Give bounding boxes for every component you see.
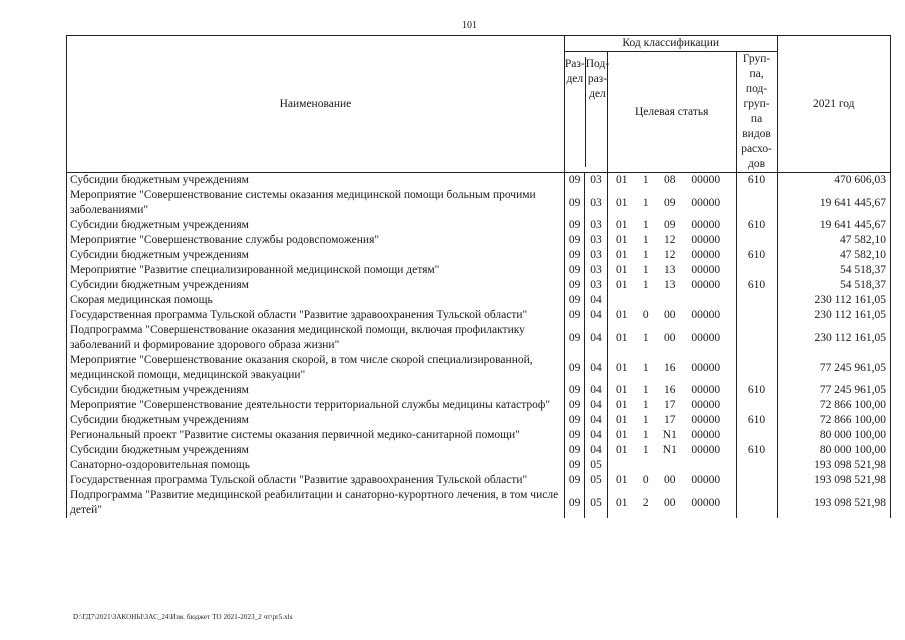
target-subprogram: 1: [642, 384, 649, 396]
target-subprogram: 1: [642, 429, 649, 441]
row-expense-group: [736, 398, 777, 413]
podrazdel-header: Под- раз- дел: [585, 58, 610, 100]
row-amount: 80 000 100,00: [777, 443, 891, 458]
row-expense-group: 610: [736, 248, 777, 263]
row-name: Подпрограмма "Развитие медицинской реабилитации и санаторно-курортного лечения, в том числе детей": [67, 488, 565, 518]
target-main-event: 00: [664, 496, 676, 509]
target-program: 01: [616, 219, 628, 231]
row-podrazdel: 03: [585, 248, 607, 263]
row-name: Субсидии бюджетным учреждениям: [67, 218, 565, 233]
row-podrazdel: 03: [585, 188, 607, 218]
row-expense-group: [736, 323, 777, 353]
table-row: [67, 398, 891, 413]
row-expense-group: [736, 293, 777, 308]
row-name: Государственная программа Тульской области "Развитие здравоохранения Тульской области": [67, 308, 565, 323]
target-program: 01: [616, 279, 628, 291]
target-direction: 00000: [691, 234, 721, 246]
row-name: Государственная программа Тульской области "Развитие здравоохранения Тульской области": [67, 473, 565, 488]
row-podrazdel: 03: [585, 173, 607, 189]
table-row: [67, 263, 891, 278]
target-program: 01: [616, 361, 628, 374]
row-amount: 19 641 445,67: [777, 218, 891, 233]
row-target-article: [607, 413, 736, 428]
row-amount: 19 641 445,67: [777, 188, 891, 218]
row-expense-group: [736, 488, 777, 518]
row-razdel: 09: [564, 473, 584, 488]
target-program: 01: [616, 196, 628, 209]
row-name: Скорая медицинская помощь: [67, 293, 565, 308]
row-amount: 193 098 521,98: [777, 473, 891, 488]
table-header: [67, 36, 891, 173]
target-direction: 00000: [691, 174, 721, 186]
table-row: [67, 413, 891, 428]
row-amount: 54 518,37: [777, 263, 891, 278]
row-razdel: 09: [564, 398, 584, 413]
target-program: 01: [616, 414, 628, 426]
row-razdel: 09: [564, 413, 584, 428]
target-program: 01: [616, 444, 628, 456]
target-main-event: 17: [664, 399, 676, 411]
row-name: Санаторно-оздоровительная помощь: [67, 458, 565, 473]
table-row: [67, 248, 891, 263]
target-main-event: 16: [664, 384, 676, 396]
target-subprogram: 1: [642, 219, 649, 231]
table-row: [67, 173, 891, 189]
table-row: [67, 278, 891, 293]
target-direction: 00000: [691, 309, 721, 321]
target-main-event: 12: [664, 249, 676, 261]
row-target-article: [607, 248, 736, 263]
row-target-article: [607, 173, 736, 189]
row-podrazdel: 05: [585, 473, 607, 488]
row-name: Субсидии бюджетным учреждениям: [67, 173, 565, 189]
razdel-podrazdel-header: [564, 52, 610, 173]
target-subprogram: 1: [642, 234, 649, 246]
row-expense-group: 610: [736, 383, 777, 398]
row-target-article: [607, 398, 736, 413]
row-target-article: [607, 488, 736, 518]
row-podrazdel: 04: [585, 443, 607, 458]
target-subprogram: 1: [642, 414, 649, 426]
row-podrazdel: 04: [585, 383, 607, 398]
table-row: [67, 488, 891, 518]
row-amount: 47 582,10: [777, 233, 891, 248]
row-amount: 54 518,37: [777, 278, 891, 293]
row-name: Подпрограмма "Совершенствование оказания медицинской помощи, включая профилактику заболеваний и формирование здорового образа жизни": [67, 323, 565, 353]
row-amount: 47 582,10: [777, 248, 891, 263]
target-subprogram: 1: [642, 444, 649, 456]
row-name: Субсидии бюджетным учреждениям: [67, 443, 565, 458]
table-row: [67, 383, 891, 398]
row-name: Субсидии бюджетным учреждениям: [67, 278, 565, 293]
target-direction: 00000: [691, 399, 721, 411]
target-subprogram: 0: [642, 474, 649, 486]
row-expense-group: [736, 263, 777, 278]
row-razdel: 09: [564, 383, 584, 398]
row-target-article: [607, 443, 736, 458]
row-podrazdel: 04: [585, 428, 607, 443]
target-subprogram: 1: [642, 264, 649, 276]
row-podrazdel: 03: [585, 263, 607, 278]
row-amount: 80 000 100,00: [777, 428, 891, 443]
row-target-article: [607, 233, 736, 248]
row-podrazdel: 04: [585, 293, 607, 308]
row-amount: 77 245 961,05: [777, 383, 891, 398]
row-razdel: 09: [564, 323, 584, 353]
row-razdel: 09: [564, 428, 584, 443]
target-main-event: 17: [664, 414, 676, 426]
row-podrazdel: 03: [585, 278, 607, 293]
row-razdel: 09: [564, 308, 584, 323]
row-podrazdel: 05: [585, 488, 607, 518]
row-name: Мероприятие "Развитие специализированной медицинской помощи детям": [67, 263, 565, 278]
row-razdel: 09: [564, 443, 584, 458]
table-row: [67, 428, 891, 443]
target-direction: 00000: [691, 496, 721, 509]
target-direction: 00000: [691, 196, 721, 209]
expense-group-header: Груп- па, под- груп- па видов расхо- дов: [736, 52, 777, 173]
target-main-event: 13: [664, 279, 676, 291]
target-program: 01: [616, 496, 628, 509]
row-target-article: [607, 383, 736, 398]
row-amount: 470 606,03: [777, 173, 891, 189]
table-row: [67, 188, 891, 218]
row-expense-group: [736, 308, 777, 323]
row-amount: 193 098 521,98: [777, 488, 891, 518]
target-program: 01: [616, 249, 628, 261]
row-expense-group: 610: [736, 278, 777, 293]
target-main-event: 08: [664, 174, 676, 186]
row-name: Мероприятие "Совершенствование службы родовспоможения": [67, 233, 565, 248]
row-razdel: 09: [564, 278, 584, 293]
target-subprogram: 1: [642, 331, 649, 344]
table-row: [67, 293, 891, 308]
row-amount: 72 866 100,00: [777, 413, 891, 428]
target-program: 01: [616, 384, 628, 396]
row-razdel: 09: [564, 353, 584, 383]
row-target-article: [607, 293, 736, 308]
row-expense-group: [736, 233, 777, 248]
table-row: [67, 443, 891, 458]
target-subprogram: 1: [642, 279, 649, 291]
row-target-article: [607, 263, 736, 278]
row-amount: 72 866 100,00: [777, 398, 891, 413]
row-target-article: [607, 473, 736, 488]
target-program: 01: [616, 234, 628, 246]
table-row: [67, 308, 891, 323]
target-program: 01: [616, 474, 628, 486]
row-target-article: [607, 308, 736, 323]
target-main-event: N1: [662, 444, 677, 456]
row-name: Региональный проект "Развитие системы оказания первичной медико-санитарной помощи": [67, 428, 565, 443]
row-expense-group: [736, 353, 777, 383]
target-subprogram: 1: [642, 361, 649, 374]
target-direction: 00000: [691, 361, 721, 374]
row-razdel: 09: [564, 173, 584, 189]
target-main-event: 13: [664, 264, 676, 276]
row-podrazdel: 03: [585, 233, 607, 248]
target-direction: 00000: [691, 219, 721, 231]
target-direction: 00000: [691, 249, 721, 261]
row-podrazdel: 03: [585, 218, 607, 233]
target-main-event: 12: [664, 234, 676, 246]
row-expense-group: [736, 473, 777, 488]
row-razdel: 09: [564, 233, 584, 248]
row-name: Мероприятие "Совершенствование деятельности территориальной службы медицины катастроф": [67, 398, 565, 413]
row-razdel: 09: [564, 248, 584, 263]
target-subprogram: 1: [642, 174, 649, 186]
target-main-event: 00: [664, 474, 676, 486]
row-expense-group: [736, 428, 777, 443]
table-row: [67, 473, 891, 488]
row-name: Субсидии бюджетным учреждениям: [67, 248, 565, 263]
target-main-event: 16: [664, 361, 676, 374]
table-body: [67, 173, 891, 519]
row-expense-group: 610: [736, 443, 777, 458]
row-razdel: 09: [564, 188, 584, 218]
row-expense-group: 610: [736, 218, 777, 233]
row-name: Субсидии бюджетным учреждениям: [67, 413, 565, 428]
row-target-article: [607, 458, 736, 473]
target-direction: 00000: [691, 264, 721, 276]
target-program: 01: [616, 331, 628, 344]
row-amount: 230 112 161,05: [777, 308, 891, 323]
row-amount: 230 112 161,05: [777, 293, 891, 308]
row-amount: 193 098 521,98: [777, 458, 891, 473]
row-name: Мероприятие "Совершенствование оказания скорой, в том числе скорой специализированной, медицинской помощи, медицинской эвакуации": [67, 353, 565, 383]
row-podrazdel: 04: [585, 413, 607, 428]
target-subprogram: 1: [642, 196, 649, 209]
target-main-event: 00: [664, 309, 676, 321]
target-main-event: 00: [664, 331, 676, 344]
target-direction: 00000: [691, 279, 721, 291]
row-razdel: 09: [564, 263, 584, 278]
target-subprogram: 2: [642, 496, 649, 509]
table-row: [67, 458, 891, 473]
table-row: [67, 233, 891, 248]
year-column-header: 2021 год: [777, 36, 891, 173]
row-target-article: [607, 353, 736, 383]
target-article-header: Целевая статья: [607, 52, 736, 173]
target-program: 01: [616, 429, 628, 441]
row-amount: 230 112 161,05: [777, 323, 891, 353]
target-direction: 00000: [691, 331, 721, 344]
target-subprogram: 1: [642, 249, 649, 261]
row-podrazdel: 04: [585, 323, 607, 353]
target-program: 01: [616, 309, 628, 321]
row-name: Мероприятие "Совершенствование системы оказания медицинской помощи больным прочими заболеваниями": [67, 188, 565, 218]
target-direction: 00000: [691, 429, 721, 441]
target-program: 01: [616, 264, 628, 276]
row-expense-group: 610: [736, 413, 777, 428]
target-direction: 00000: [691, 474, 721, 486]
target-subprogram: 1: [642, 399, 649, 411]
row-target-article: [607, 218, 736, 233]
name-column-header: Наименование: [67, 36, 565, 173]
table-row: [67, 353, 891, 383]
row-razdel: 09: [564, 458, 584, 473]
target-program: 01: [616, 174, 628, 186]
row-target-article: [607, 188, 736, 218]
row-podrazdel: 05: [585, 458, 607, 473]
razdel-header: Раз- дел: [565, 57, 586, 167]
row-name: Субсидии бюджетным учреждениям: [67, 383, 565, 398]
target-main-event: 09: [664, 219, 676, 231]
table-row: [67, 323, 891, 353]
row-razdel: 09: [564, 218, 584, 233]
row-amount: 77 245 961,05: [777, 353, 891, 383]
row-razdel: 09: [564, 488, 584, 518]
budget-table: [66, 35, 891, 518]
row-target-article: [607, 428, 736, 443]
row-podrazdel: 04: [585, 353, 607, 383]
row-target-article: [607, 323, 736, 353]
target-direction: 00000: [691, 414, 721, 426]
classification-header: Код классификации: [564, 36, 777, 52]
target-main-event: N1: [662, 429, 677, 441]
target-direction: 00000: [691, 444, 721, 456]
row-podrazdel: 04: [585, 308, 607, 323]
file-path-footer: D:\ГД7\2021\ЗАКОНЫ\ЗАС_24\Изм. бюджет ТО 2021-2023_2 чт\pr5.xls: [73, 613, 293, 621]
row-expense-group: [736, 458, 777, 473]
target-program: 01: [616, 399, 628, 411]
table-row: [67, 218, 891, 233]
row-expense-group: [736, 188, 777, 218]
target-subprogram: 0: [642, 309, 649, 321]
row-podrazdel: 04: [585, 398, 607, 413]
target-direction: 00000: [691, 384, 721, 396]
row-expense-group: 610: [736, 173, 777, 189]
row-target-article: [607, 278, 736, 293]
target-main-event: 09: [664, 196, 676, 209]
row-razdel: 09: [564, 293, 584, 308]
page-number: 101: [462, 20, 477, 31]
